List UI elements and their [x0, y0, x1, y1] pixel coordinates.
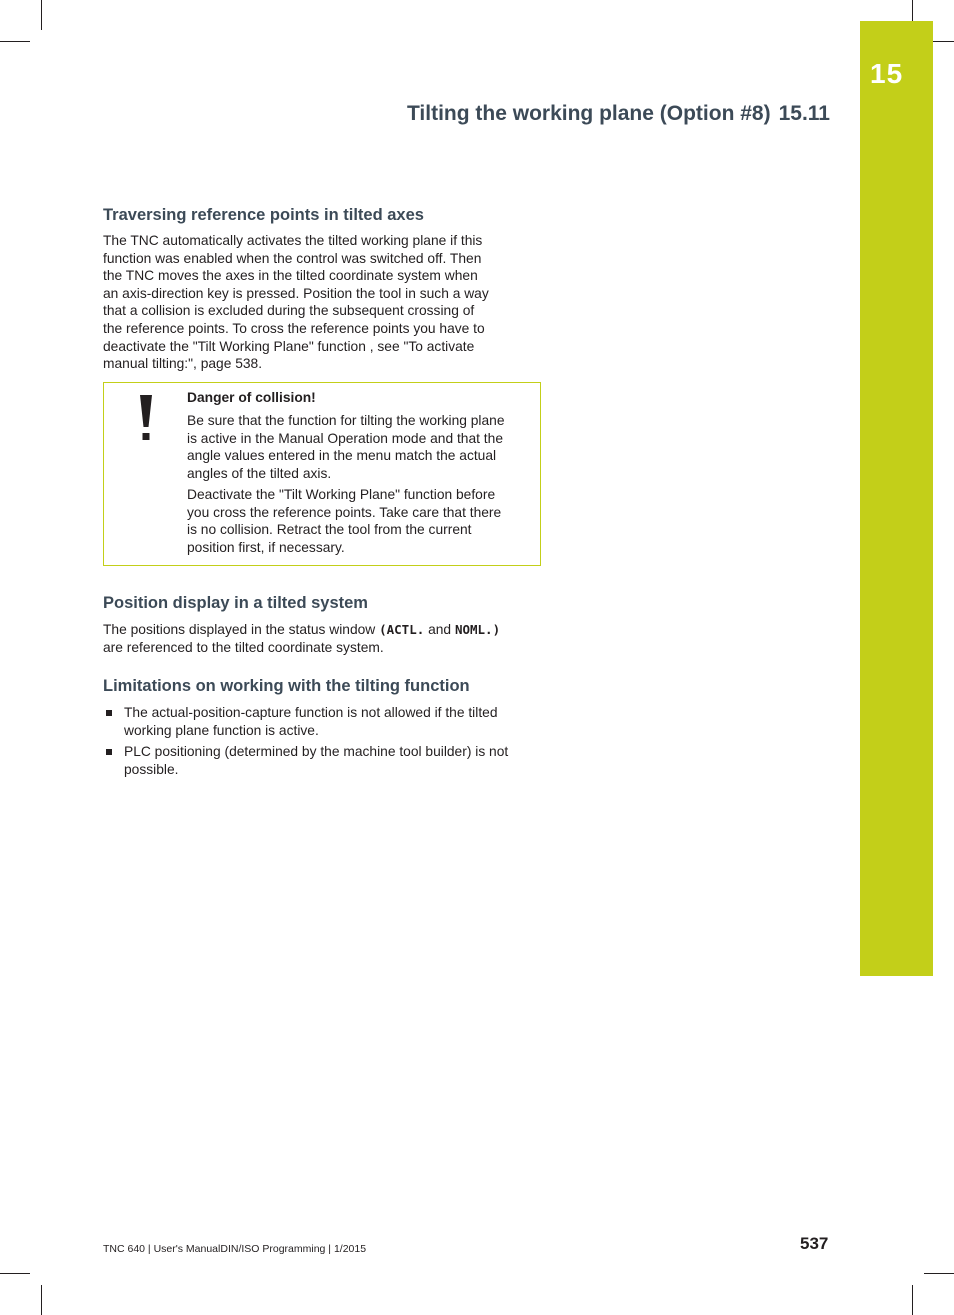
crop-mark [41, 0, 42, 30]
code-noml: NOML.) [454, 622, 501, 637]
running-header [407, 102, 830, 126]
header-section: 15.11 [778, 102, 830, 125]
warning-paragraph-1: Be sure that the function for tilting the working plane is active in the Manual Operation mode and that the angle values entered in the menu match the actual angles of the tilted axis. [187, 413, 505, 481]
crop-mark [0, 1273, 30, 1274]
chapter-number: 15 [870, 58, 904, 89]
bullet-square-icon [106, 749, 112, 755]
section-heading-position: Position display in a tilted system [103, 594, 368, 612]
exclamation-icon [136, 393, 156, 441]
warning-paragraph-2: Deactivate the "Tilt Working Plane" function before you cross the reference points. Take care that there is no collision. Retract the tool from the current position first, if necessary. [187, 487, 502, 555]
crop-mark [0, 41, 30, 42]
traversing-paragraph: The TNC automatically activates the tilted working plane if this function was enabled when the control was switched off. Then the TNC moves the axes in the tilted coordinate system when an axis-direction key is pressed. Position the tool in such a way that a collision is excluded during the subsequent crossing of the reference points. To cross the reference points you have to deactivate the "Tilt Working Plane" function , see "To activate manual tilting:", page 538. [103, 233, 489, 372]
bullet-square-icon [106, 710, 112, 716]
limitations-list [103, 704, 543, 782]
warning-box [103, 382, 541, 566]
section-heading-limitations: Limitations on working with the tilting function [103, 677, 470, 695]
position-paragraph: The positions displayed in the status window (ACTL. and NOML.) are referenced to the tilted coordinate system. [103, 622, 501, 655]
page-number: 537 [800, 1234, 829, 1253]
list-item: PLC positioning (determined by the machine tool builder) is not possible. [103, 743, 543, 778]
warning-title: Danger of collision! [187, 390, 316, 405]
code-actl: (ACTL. [379, 622, 425, 637]
crop-mark [924, 1273, 954, 1274]
crop-mark [41, 1285, 42, 1315]
section-heading-traversing: Traversing reference points in tilted axes [103, 206, 424, 224]
header-title: Tilting the working plane (Option #8) [406, 102, 771, 125]
list-item: The actual-position-capture function is not allowed if the tilted working plane function is active. [103, 704, 543, 739]
footer-text: TNC 640 | User's ManualDIN/ISO Programming | 1/2015 [103, 1243, 367, 1255]
chapter-tab [860, 21, 933, 976]
crop-mark [912, 1285, 913, 1315]
